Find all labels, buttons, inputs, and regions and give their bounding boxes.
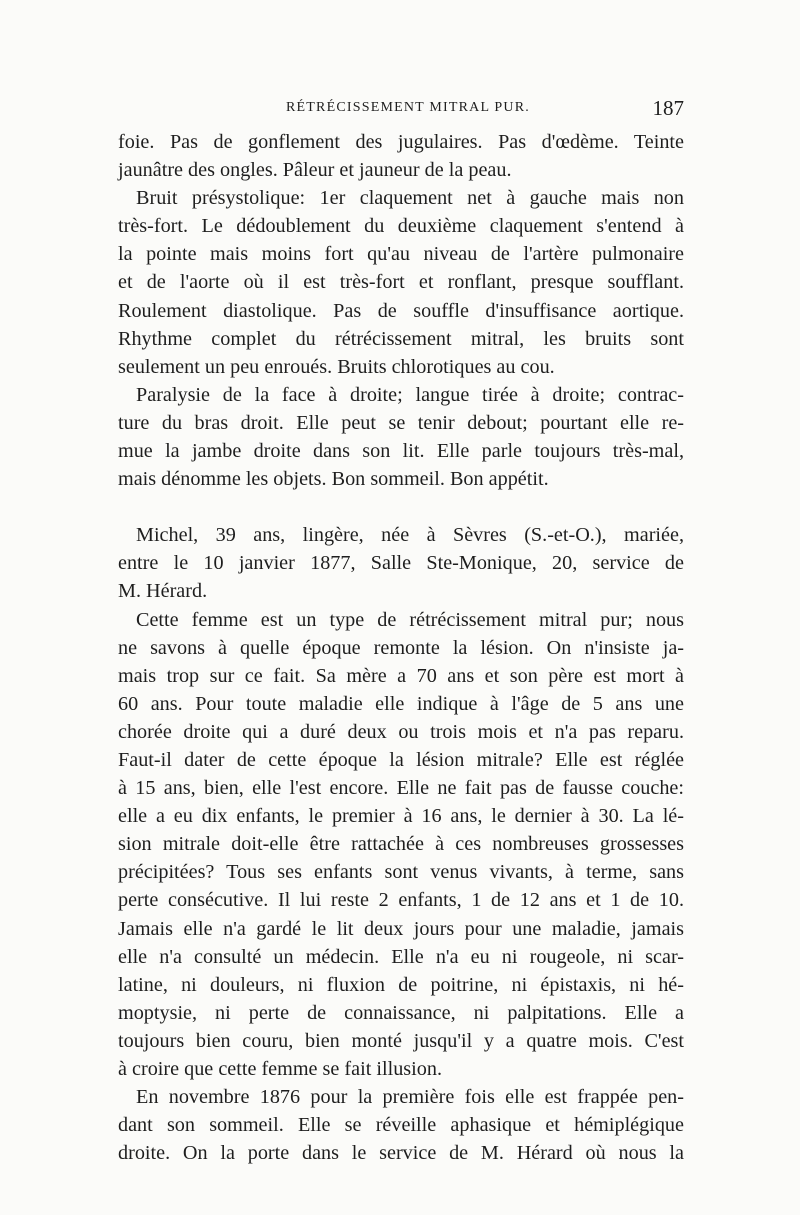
paragraph-paralysis — [118, 381, 684, 493]
text-line: Rhythme complet du rétrécissement mitral, les bruits sont — [118, 327, 684, 350]
text-line: mue la jambe droite dans son lit. Elle parle toujours très-mal, — [118, 440, 684, 463]
text-line: Roulement diastolique. Pas de souffle d'insuffisance aortique. — [118, 299, 684, 322]
page-header — [118, 96, 684, 122]
text-line: Cette femme est un type de rétrécissement mitral pur; nous — [136, 608, 684, 631]
paragraph-patient-intro — [118, 521, 684, 605]
text-line: Faut-il dater de cette époque la lésion mitrale? Elle est réglée — [118, 748, 684, 771]
text-line: elle a eu dix enfants, le premier à 16 ans, le dernier à 30. La lé- — [118, 805, 684, 828]
text-line: à croire que cette femme se fait illusion. — [118, 1058, 442, 1080]
text-line: 60 ans. Pour toute maladie elle indique à l'âge de 5 ans une — [118, 692, 684, 715]
text-line: chorée droite qui a duré deux ou trois mois et n'a pas reparu. — [118, 720, 684, 743]
text-line: Bruit présystolique: 1er claquement net à gauche mais non — [136, 187, 684, 210]
text-line: sion mitrale doit-elle être rattachée à ces nombreuses grossesses — [118, 833, 684, 856]
text-line: ture du bras droit. Elle peut se tenir debout; pourtant elle re- — [118, 411, 684, 434]
page-number: 187 — [652, 96, 684, 120]
text-line: mais dénomme les objets. Bon sommeil. Bon appétit. — [118, 468, 549, 491]
text-line: jaunâtre des ongles. Pâleur et jauneur de la peau. — [118, 159, 512, 182]
paragraph-symptoms — [118, 128, 684, 184]
text-line: très-fort. Le dédoublement du deuxième claquement s'entend à — [118, 215, 684, 238]
text-line: la pointe mais moins fort qu'au niveau de l'artère pulmonaire — [118, 243, 684, 266]
text-line: perte consécutive. Il lui reste 2 enfants, 1 de 12 ans et 1 de 10. — [118, 889, 684, 912]
text-line: toujours bien couru, bien monté jusqu'il y a quatre mois. C'est — [118, 1029, 684, 1052]
paragraph-auscultation — [118, 184, 684, 381]
page-body — [118, 128, 684, 1167]
section-gap — [118, 493, 684, 521]
text-line: foie. Pas de gonflement des jugulaires. Pas d'œdème. Teinte — [118, 131, 684, 153]
paragraph-onset — [118, 1083, 684, 1167]
text-line: droite. On la porte dans le service de M. Hérard où nous la — [118, 1142, 684, 1165]
text-line: ne savons à quelle époque remonte la lésion. On n'insiste ja- — [118, 636, 684, 659]
text-line: dant son sommeil. Elle se réveille aphasique et hémiplégique — [118, 1114, 684, 1137]
text-line: moptysie, ni perte de connaissance, ni palpitations. Elle a — [118, 1001, 684, 1024]
text-line: à 15 ans, bien, elle l'est encore. Elle ne fait pas de fausse couche: — [118, 777, 684, 800]
text-line: elle n'a consulté un médecin. Elle n'a eu ni rougeole, ni scar- — [118, 945, 684, 968]
text-line: Jamais elle n'a gardé le lit deux jours pour une maladie, jamais — [118, 917, 684, 940]
text-line: précipitées? Tous ses enfants sont venus vivants, à terme, sans — [118, 861, 684, 884]
text-line: En novembre 1876 pour la première fois elle est frappée pen- — [136, 1086, 684, 1109]
running-title: RÉTRÉCISSEMENT MITRAL PUR. — [286, 100, 530, 115]
paragraph-case-history — [118, 606, 684, 1084]
text-line: mais trop sur ce fait. Sa mère a 70 ans et son père est mort à — [118, 664, 684, 687]
text-line: latine, ni douleurs, ni fluxion de poitrine, ni épistaxis, ni hé- — [118, 973, 684, 996]
text-line: seulement un peu enroués. Bruits chlorotiques au cou. — [118, 355, 555, 378]
text-line: et de l'aorte où il est très-fort et ronflant, presque soufflant. — [118, 271, 684, 294]
text-line: entre le 10 janvier 1877, Salle Ste-Monique, 20, service de — [118, 552, 684, 575]
text-line: Paralysie de la face à droite; langue tirée à droite; contrac- — [136, 383, 684, 406]
text-line: M. Hérard. — [118, 580, 208, 603]
text-line: Michel, 39 ans, lingère, née à Sèvres (S.-et-O.), mariée, — [136, 524, 684, 547]
